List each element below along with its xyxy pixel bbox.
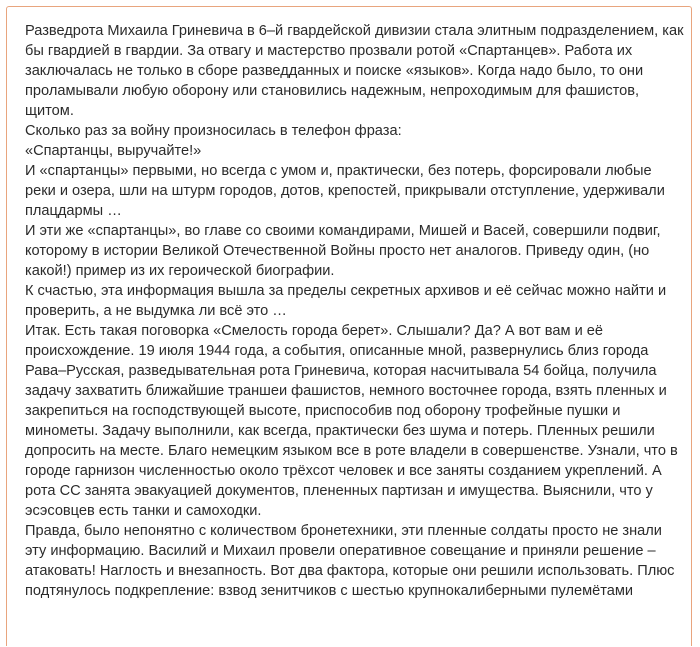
paragraph-phone-phrase: Сколько раз за войну произносилась в телефон фраза: [25, 123, 402, 139]
paragraph-archives: К счастью, эта информация вышла за пределы секретных архивов и её сейчас можно найти и проверить, а не выдумка ли всё это … [25, 283, 667, 319]
paragraph-intro: Разведрота Михаила Гриневича в 6–й гвардейской дивизии стала элитным подразделением, как бы гвардией в гвардии. За отвагу и мастерство прозвали ротой «Спартанцев». Работа их заключалась не только в сборе разведданных и поиске «языков». Когда надо было, то они проламывали любую оборону или становились надежным, непроходимым для фашистов, щитом. [25, 23, 684, 119]
paragraph-proverb: Итак. Есть такая поговорка «Смелость города берет». Слышали? Да? А вот вам и её происхождение. 19 июля 1944 года, а события, описанные мной, развернулись близ города Рава–Русская, разведывательная рота Гриневича, которая насчитывала 54 бойца, получила задачу захватить ближайшие траншеи фашистов, немного восточнее города, взять пленных и закрепиться на господствующей высоте, приспособив под оборону трофейные пушки и минометы. Задачу выполнили, как всегда, практически без шума и потерь. Пленных решили допросить на месте. Благо немецким языком все в роте владели в совершенстве. Узнали, что в городе гарнизон численностью около трёхсот человек и все заняты созданием укреплений. А рота СС занята эвакуацией документов, плененных партизан и имущества. Выяснили, что у эсэсовцев есть танки и самоходки. [25, 323, 678, 519]
article-body [25, 21, 685, 601]
paragraph-quote: «Спартанцы, выручайте!» [25, 143, 202, 159]
paragraph-feat: И эти же «спартанцы», во главе со своими командирами, Мишей и Васей, совершили подвиг, которому в истории Великой Отечественной Войны просто нет аналогов. Приведу один, (но какой!) пример из их героической биографии. [25, 223, 661, 279]
paragraph-decision: Правда, было непонятно с количеством бронетехники, эти пленные солдаты просто не знали эту информацию. Василий и Михаил провели оперативное совещание и приняли решение – атаковать! Наглость и внезапность. Вот два фактора, которые они решили использовать. Плюс подтянулось подкрепление: взвод зенитчиков с шестью крупнокалиберными пулемётами [25, 523, 675, 599]
paragraph-spartans-first: И «спартанцы» первыми, но всегда с умом и, практически, без потерь, форсировали любые реки и озера, шли на штурм городов, дотов, крепостей, прикрывали отступление, удерживали плацдармы … [25, 163, 665, 219]
